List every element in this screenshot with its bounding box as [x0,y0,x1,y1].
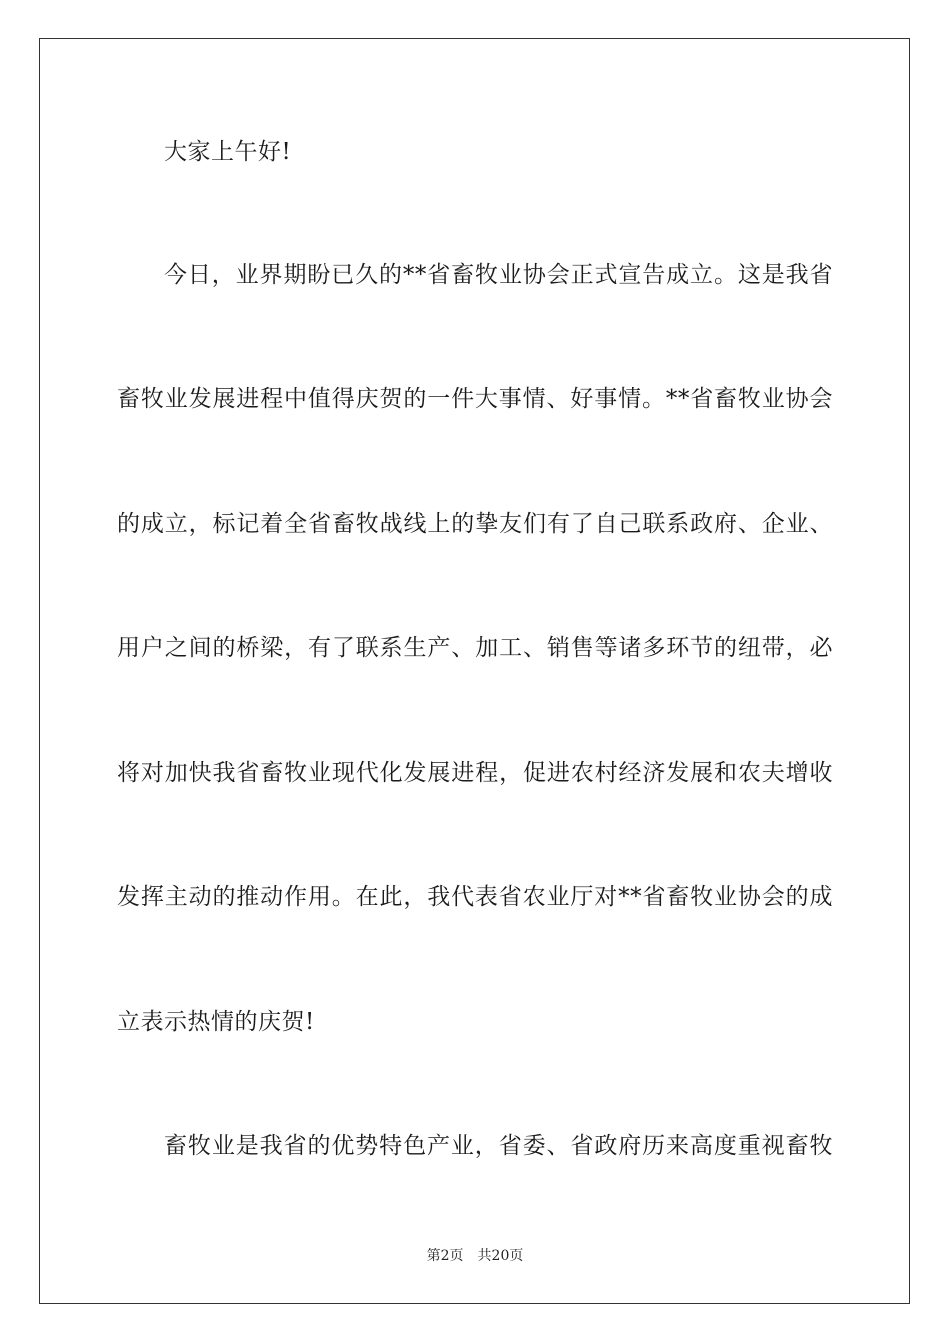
paragraph-line: 畜牧业发展进程中值得庆贺的一件大事情、好事情。**省畜牧业协会 [117,386,833,412]
paragraph-line: 立表示热情的庆贺! [117,1009,315,1035]
paragraph-line: 用户之间的桥梁，有了联系生产、加工、销售等诸多环节的纽带，必 [117,635,833,661]
page-number: 第2页 [426,1248,464,1264]
paragraph-line: 将对加快我省畜牧业现代化发展进程，促进农村经济发展和农夫增收 [117,760,833,786]
page-footer [0,1246,950,1266]
paragraph-line: 今日，业界期盼已久的**省畜牧业协会正式宣告成立。这是我省 [164,262,833,288]
greeting-line: 大家上午好! [164,139,292,165]
paragraph-line: 发挥主动的推动作用。在此，我代表省农业厅对**省畜牧业协会的成 [117,884,833,910]
paragraph-line: 畜牧业是我省的优势特色产业，省委、省政府历来高度重视畜牧 [164,1133,833,1159]
page-total: 共20页 [477,1248,524,1264]
paragraph-line: 的成立，标记着全省畜牧战线上的挚友们有了自己联系政府、企业、 [117,511,833,537]
page-frame [39,38,910,1304]
